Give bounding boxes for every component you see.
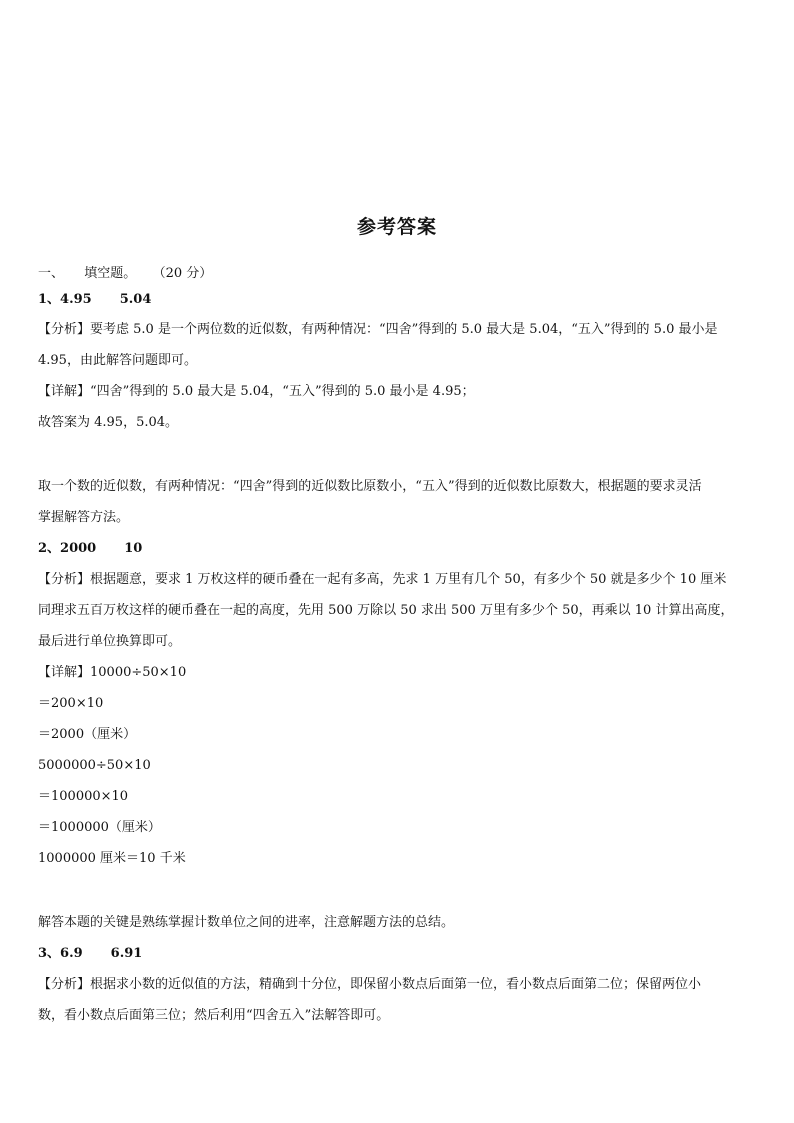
q2-step: ＝200×10 [38,696,104,711]
q3-answer-b: 6.91 [110,946,143,961]
q1-answer-a: 4.95 [60,292,92,307]
q1-index: 1、 [38,292,61,307]
q2-answer-a: 2000 [60,541,97,556]
q2-step: ＝2000（厘米） [38,727,137,742]
q2-step: 5000000÷50×10 [38,758,151,773]
q3-analysis-line-1: 【分析】根据求小数的近似值的方法，精确到十分位，即保留小数点后面第一位，看小数点后面第二位；保留两位小 [38,977,702,992]
section-heading [38,266,756,282]
q2-step: 1000000 厘米＝10 千米 [38,851,186,866]
q1-summary-line-2: 掌握解答方法。 [38,510,130,525]
q3-analysis-line-2: 数，看小数点后面第三位；然后利用“四舍五入”法解答即可。 [38,1008,390,1023]
page-title: 参考答案 [356,216,437,238]
q2-step: ＝1000000（厘米） [38,820,161,835]
q1-answer-b: 5.04 [119,292,152,307]
q1-summary-line-1: 取一个数的近似数，有两种情况：“四舍”得到的近似数比原数小，“五入”得到的近似数比原数大，根据题的要求灵活 [38,479,702,494]
q2-index: 2、 [38,541,61,556]
q1-detail: 【详解】“四舍”得到的 5.0 最大是 5.04，“五入”得到的 5.0 最小是 4.95； [38,384,475,399]
q1-conclusion: 故答案为 4.95，5.04。 [38,415,179,430]
q2-analysis-line-2: 同理求五百万枚这样的硬币叠在一起的高度，先用 500 万除以 50 求出 500 万里有多少个 50，再乘以 10 计算出高度， [38,603,734,618]
section-number: 一、 [38,266,65,281]
q2-analysis-line-3: 最后进行单位换算即可。 [38,634,182,649]
q1-analysis-line-2: 4.95，由此解答问题即可。 [38,353,197,368]
q1-analysis-line-1: 【分析】要考虑 5.0 是一个两位数的近似数，有两种情况：“四舍”得到的 5.0 最大是 5.04，“五入”得到的 5.0 最小是 [38,322,718,337]
q2-answer-b: 10 [124,541,143,556]
q3-answer-line [38,946,756,962]
q1-answer-line [38,292,756,308]
q3-index: 3、 [38,946,61,961]
q2-step: ＝100000×10 [38,789,129,804]
q2-answer-line [38,541,756,557]
section-name: 填空题。 [84,266,137,281]
q2-analysis-line-1: 【分析】根据题意，要求 1 万枚这样的硬币叠在一起有多高，先求 1 万里有几个 50，有多少个 50 就是多少个 10 厘米 [38,572,727,587]
q3-answer-a: 6.9 [60,946,83,961]
section-score: （20 分） [152,266,213,281]
q2-detail: 【详解】10000÷50×10 [38,665,187,680]
q2-summary: 解答本题的关键是熟练掌握计数单位之间的进率，注意解题方法的总结。 [38,915,455,930]
